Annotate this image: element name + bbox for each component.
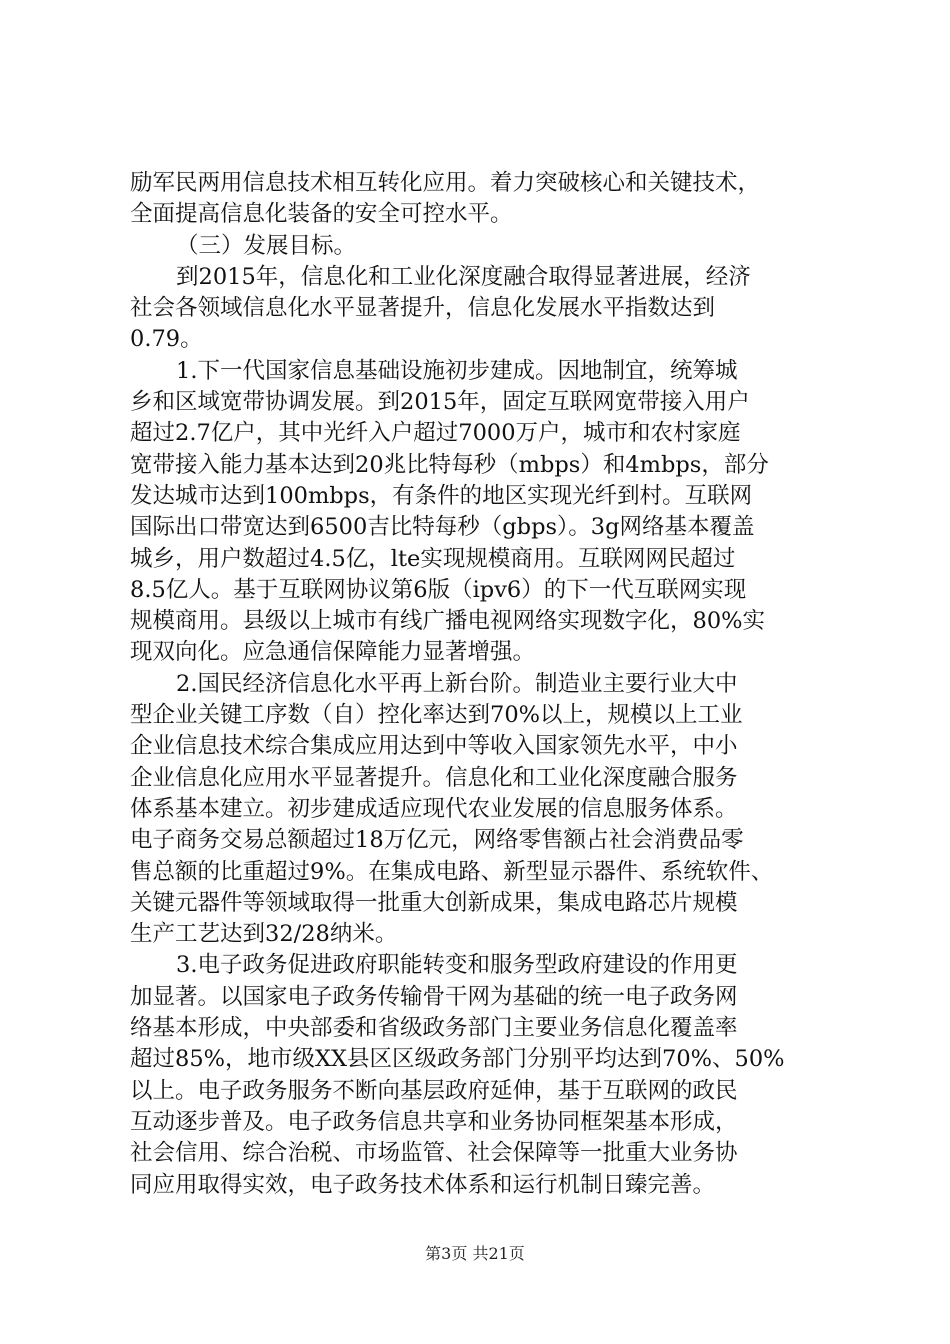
text-line: 加显著。以国家电子政务传输骨干网为基础的统一电子政务网 [130,983,738,1010]
text-line: 现双向化。应急通信保障能力显著增强。 [130,639,536,666]
text-line: 社会各领域信息化水平显著提升，信息化发展水平指数达到 [130,295,716,322]
text-line: 企业信息技术综合集成应用达到中等收入国家领先水平，中小 [130,733,738,760]
text-line: 到2015年，信息化和工业化深度融合取得显著进展，经济 [176,263,751,290]
text-line: 生产工艺达到32/28纳米。 [130,921,398,948]
text-line: 超过2.7亿户，其中光纤入户超过7000万户，城市和农村家庭 [130,420,741,447]
text-line: 络基本形成，中央部委和省级政务部门主要业务信息化覆盖率 [130,1015,738,1042]
text-line: 2.国民经济信息化水平再上新台阶。制造业主要行业大中 [176,670,738,697]
text-line: 规模商用。县级以上城市有线广播电视网络实现数字化，80%实 [130,608,766,635]
text-line: 超过85%，地市级XX县区区级政务部门分别平均达到70%、50% [130,1046,785,1073]
text-line: 型企业关键工序数（自）控化率达到70%以上，规模以上工业 [130,702,743,729]
text-line: 国际出口带宽达到6500吉比特每秒（gbps）。3g网络基本覆盖 [130,514,755,541]
text-line: 售总额的比重超过9%。在集成电路、新型显示器件、系统软件、 [130,858,774,885]
text-line: 企业信息化应用水平显著提升。信息化和工业化深度融合服务 [130,764,738,791]
text-line: 关键元器件等领域取得一批重大创新成果，集成电路芯片规模 [130,889,738,916]
text-line: 体系基本建立。初步建成适应现代农业发展的信息服务体系。 [130,795,738,822]
text-line: （三）发展目标。 [176,232,357,259]
text-line: 同应用取得实效，电子政务技术体系和运行机制日臻完善。 [130,1171,716,1198]
text-line: 1.下一代国家信息基础设施初步建成。因地制宜，统筹城 [176,357,738,384]
text-line: 8.5亿人。基于互联网协议第6版（ipv6）的下一代互联网实现 [130,576,747,603]
text-line: 励军民两用信息技术相互转化应用。着力突破核心和关键技术， [130,170,761,196]
text-line: 全面提高信息化装备的安全可控水平。 [130,201,513,228]
text-line: 0.79。 [130,326,203,353]
text-line: 以上。电子政务服务不断向基层政府延伸，基于互联网的政民 [130,1077,738,1104]
document-body [130,168,830,1201]
text-line: 互动逐步普及。电子政务信息共享和业务协同框架基本形成， [130,1108,738,1135]
text-line: 发达城市达到100mbps，有条件的地区实现光纤到村。互联网 [130,482,753,509]
text-line: 城乡，用户数超过4.5亿，lte实现规模商用。互联网网民超过 [130,545,736,572]
text-line: 宽带接入能力基本达到20兆比特每秒（mbps）和4mbps，部分 [130,451,769,478]
text-line: 电子商务交易总额超过18万亿元，网络零售额占社会消费品零 [130,827,744,854]
text-line: 社会信用、综合治税、市场监管、社会保障等一批重大业务协 [130,1140,738,1167]
page-number-footer: 第3页 共21页 [425,1244,525,1263]
text-line: 乡和区域宽带协调发展。到2015年，固定互联网宽带接入用户 [130,389,750,416]
text-line: 3.电子政务促进政府职能转变和服务型政府建设的作用更 [176,952,738,979]
